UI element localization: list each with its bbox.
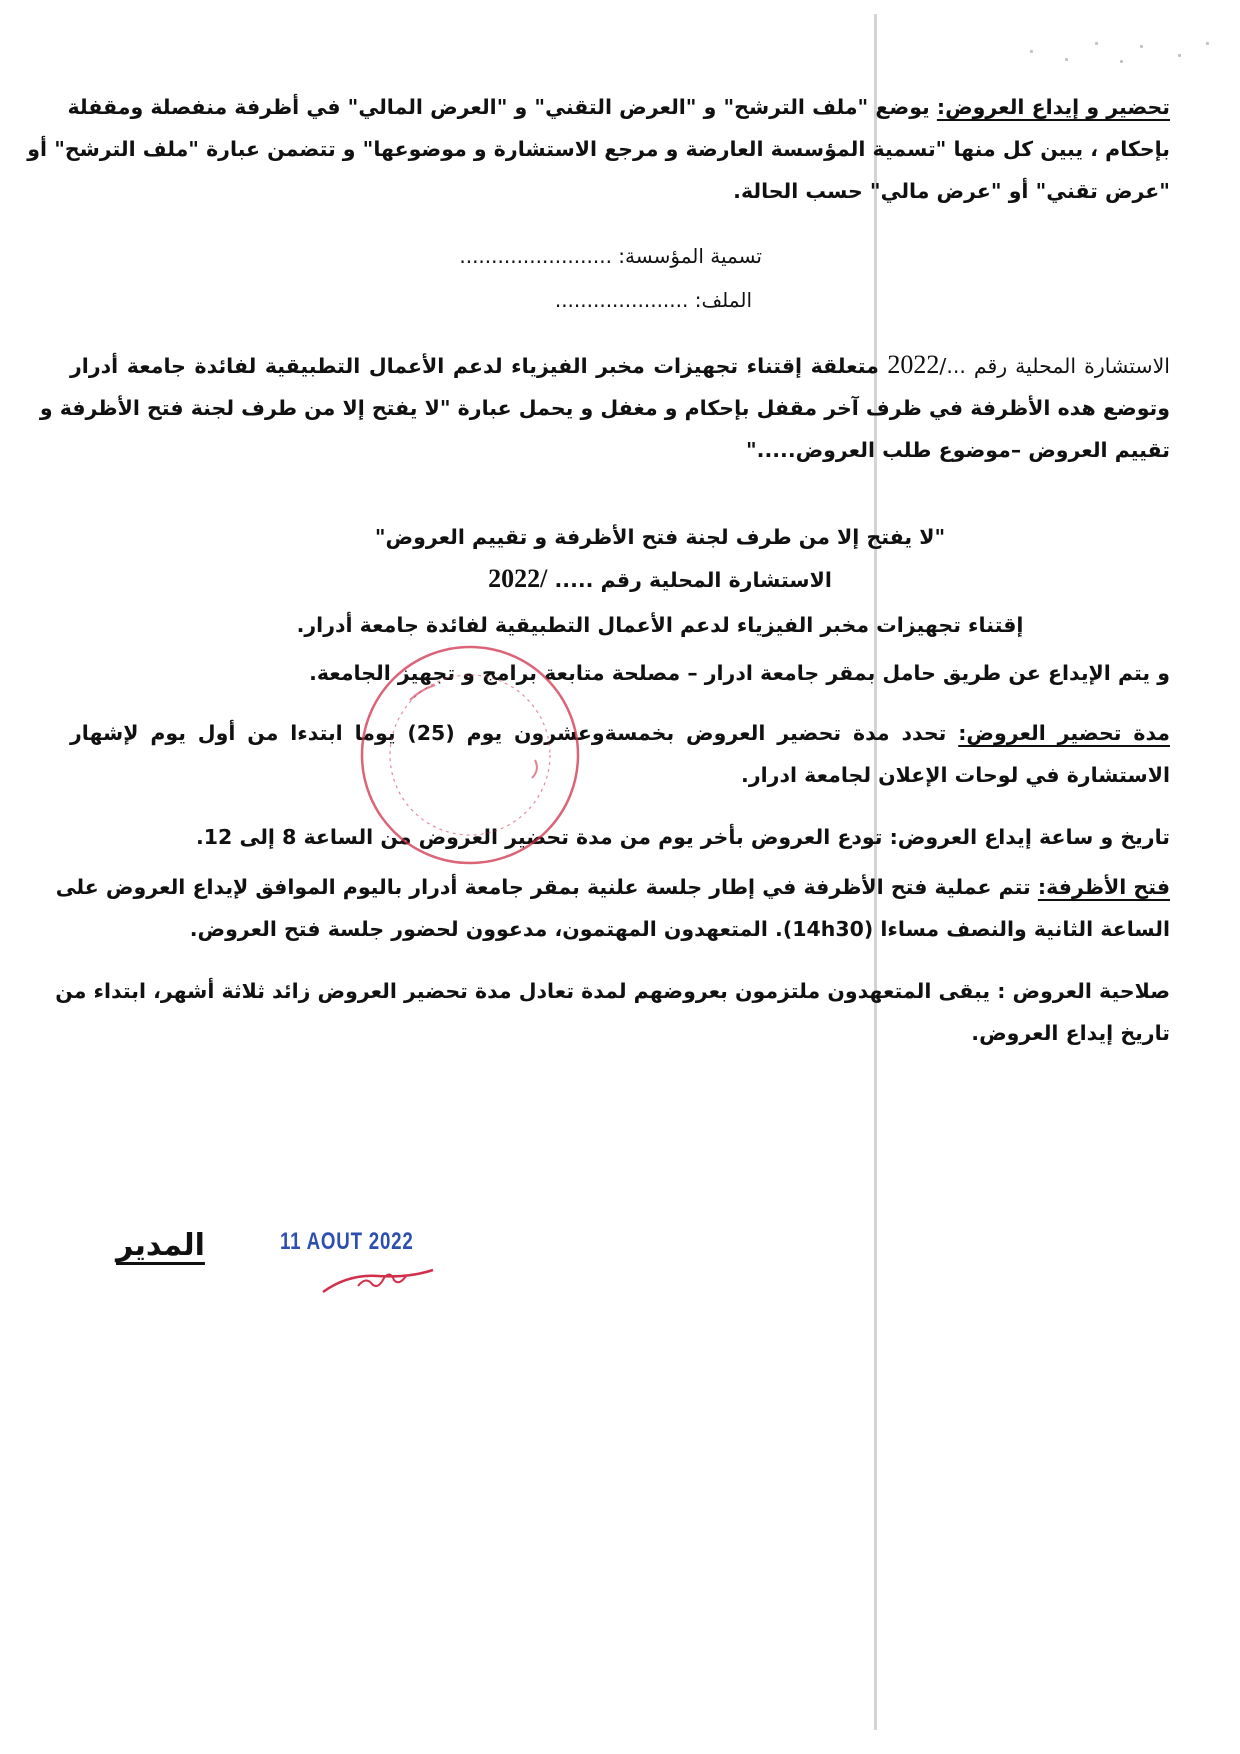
paragraph-text: متعلقة إقتناء تجهيزات مخبر الفيزياء لدعم الأعمال التطبيقية لفائدة جامعة أدرار: [70, 354, 879, 378]
paragraph-text: وتوضع هده الأظرفة في ظرف آخر مقفل بإحكام و مغفل و يحمل عبارة "لا يفتح إلا من طرف لجنة فتح الأظرفة و: [39, 396, 1170, 420]
file-field: [555, 288, 752, 312]
paragraph-deposit-time: [70, 816, 1170, 858]
paragraph-text: تودع العروض بأخر يوم من مدة تحضير العروض من الساعة 8 إلى 12.: [195, 825, 883, 849]
director-title: المدير: [116, 1228, 205, 1263]
paragraph-text: الساعة الثانية والنصف مساءا (14h30). المتعهدون المهتمون، مدعوون لحضور جلسة فتح العروض.: [189, 917, 1170, 941]
paragraph-text: صلاحية العروض : يبقى المتعهدون ملتزمون بعروضهم لمدة تعادل مدة تحضير العروض زائد ثلاثة أشهر، ابتداء من: [55, 979, 1170, 1003]
deposit-text: و يتم الإيداع عن طريق حامل بمقر جامعة ادرار – مصلحة متابعة برامج و تجهيز الجامعة.: [309, 661, 1170, 685]
heading-deposit-time: تاريخ و ساعة إيداع العروض:: [889, 825, 1170, 849]
file-label: الملف:: [694, 288, 752, 312]
paragraph-text: تتم عملية فتح الأظرفة في إطار جلسة علنية بمقر جامعة أدرار باليوم الموافق لإيداع العروض على: [55, 875, 1031, 899]
envelope-consultation-text: الاستشارة المحلية رقم .....: [554, 568, 832, 592]
consultation-number: الاستشارة المحلية رقم .../: [939, 354, 1170, 378]
paragraph-text: الاستشارة في لوحات الإعلان لجامعة ادرار.: [741, 763, 1170, 787]
paragraph-opening: [55, 866, 1170, 950]
paragraph-text: تحدد مدة تحضير العروض بخمسةوعشرون يوم (25) يوما ابتدءا من أول يوم لإشهار: [70, 721, 947, 745]
deposit-line: [70, 652, 1170, 694]
institution-value: ........................: [459, 244, 612, 268]
institution-field: [459, 244, 762, 268]
institution-label: تسمية المؤسسة:: [618, 244, 762, 268]
heading-opening: فتح الأظرفة:: [1037, 875, 1170, 899]
paragraph-text: "عرض تقني" أو "عرض مالي" حسب الحالة.: [733, 179, 1170, 203]
paragraph-text: يوضع "ملف الترشح" و "العرض التقني" و "العرض المالي" في أظرفة منفصلة ومقفلة: [67, 95, 930, 119]
paragraph-text: بإحكام ، يبين كل منها "تسمية المؤسسة العارضة و مرجع الاستشارة و موضوعها" و تتضمن عبارة "ملف الترشح" أو: [27, 137, 1170, 161]
heading-duration: مدة تحضير العروض:: [958, 721, 1170, 745]
envelope-notice: "لا يفتح إلا من طرف لجنة فتح الأظرفة و تقييم العروض": [374, 525, 946, 549]
paragraph-preparation: [27, 86, 1170, 212]
paragraph-validity: [55, 970, 1170, 1054]
handwritten-signature: [318, 1262, 438, 1296]
envelope-subject: إقتناء تجهيزات مخبر الفيزياء لدعم الأعمال التطبيقية لفائدة جامعة أدرار.: [296, 613, 1024, 637]
envelope-year: /2022: [488, 564, 548, 593]
scan-noise: [1010, 40, 1210, 70]
paragraph-duration: [70, 712, 1170, 796]
official-seal-stamp: [350, 640, 590, 870]
heading-preparation: تحضير و إيداع العروض:: [936, 95, 1170, 119]
file-value: .....................: [554, 288, 689, 312]
consultation-year: 2022: [887, 350, 940, 379]
envelope-consultation: [40, 558, 1240, 601]
paragraph-text: تاريخ إيداع العروض.: [971, 1021, 1170, 1045]
paragraph-consultation: [39, 344, 1170, 471]
date-stamp: 11 AOUT 2022: [280, 1228, 414, 1255]
paragraph-text: تقييم العروض –موضوع طلب العروض.....": [745, 438, 1170, 462]
